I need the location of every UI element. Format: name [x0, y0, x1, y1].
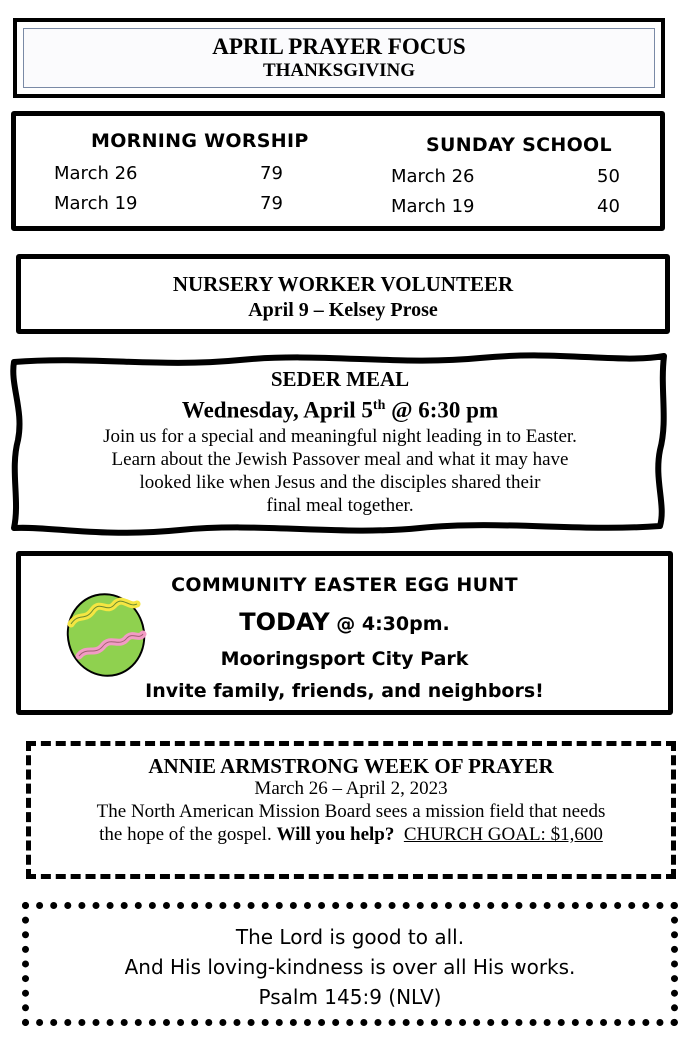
- annie-title: ANNIE ARMSTRONG WEEK OF PRAYER: [148, 754, 554, 778]
- seder-box: [20, 362, 660, 522]
- annie-call-to-action: Will you help?: [276, 824, 395, 845]
- row-count: 79: [260, 193, 283, 214]
- egg-hunt-time: [21, 608, 668, 636]
- annie-dates: March 26 – April 2, 2023: [254, 778, 448, 799]
- egg-hunt-time-value: @ 4:30pm.: [329, 613, 450, 635]
- nursery-title: NURSERY WORKER VOLUNTEER: [172, 272, 514, 296]
- seder-line: final meal together.: [266, 494, 414, 516]
- prayer-focus-title: APRIL PRAYER FOCUS: [212, 34, 466, 59]
- seder-date: [20, 392, 660, 425]
- morning-worship-heading: MORNING WORSHIP: [91, 130, 309, 152]
- seder-title: SEDER MEAL: [270, 367, 410, 391]
- row-date: March 19: [54, 193, 138, 214]
- egg-hunt-title: COMMUNITY EASTER EGG HUNT: [171, 574, 518, 596]
- seder-date-suffix: th: [372, 398, 386, 413]
- seder-line: looked like when Jesus and the disciples shared their: [139, 471, 541, 493]
- egg-hunt-today: TODAY: [239, 608, 330, 636]
- seder-line: Join us for a special and meaningful night leading in to Easter.: [103, 425, 577, 447]
- row-count: 50: [597, 166, 620, 187]
- seder-date-main: Wednesday, April 5: [181, 397, 373, 423]
- seder-line: Learn about the Jewish Passover meal and what it may have: [111, 448, 569, 470]
- annie-line-2-text: the hope of the gospel.: [99, 824, 277, 845]
- psalm-reference: Psalm 145:9 (NLV): [258, 985, 442, 1009]
- psalm-line-2: And His loving-kindness is over all His works.: [124, 955, 576, 979]
- egg-hunt-location: Mooringsport City Park: [220, 648, 469, 670]
- annie-line-1: The North American Mission Board sees a mission field that needs: [96, 801, 606, 822]
- annie-church-goal: CHURCH GOAL: $1,600: [403, 824, 603, 845]
- row-count: 79: [260, 163, 283, 184]
- row-date: March 26: [54, 163, 138, 184]
- egg-hunt-invite: Invite family, friends, and neighbors!: [145, 680, 544, 702]
- prayer-focus-subtitle: THANKSGIVING: [262, 60, 416, 81]
- row-date: March 26: [391, 166, 475, 187]
- row-count: 40: [597, 196, 620, 217]
- psalm-line-1: The Lord is good to all.: [235, 925, 465, 949]
- psalm-box: [22, 902, 678, 1026]
- sunday-school-heading: SUNDAY SCHOOL: [426, 134, 612, 156]
- egg-hunt-box: [16, 551, 673, 715]
- seder-date-time: @ 6:30 pm: [385, 397, 499, 423]
- annie-armstrong-box: [26, 741, 676, 879]
- row-date: March 19: [391, 196, 475, 217]
- nursery-detail: April 9 – Kelsey Prose: [248, 299, 438, 321]
- annie-line-2: [31, 823, 671, 846]
